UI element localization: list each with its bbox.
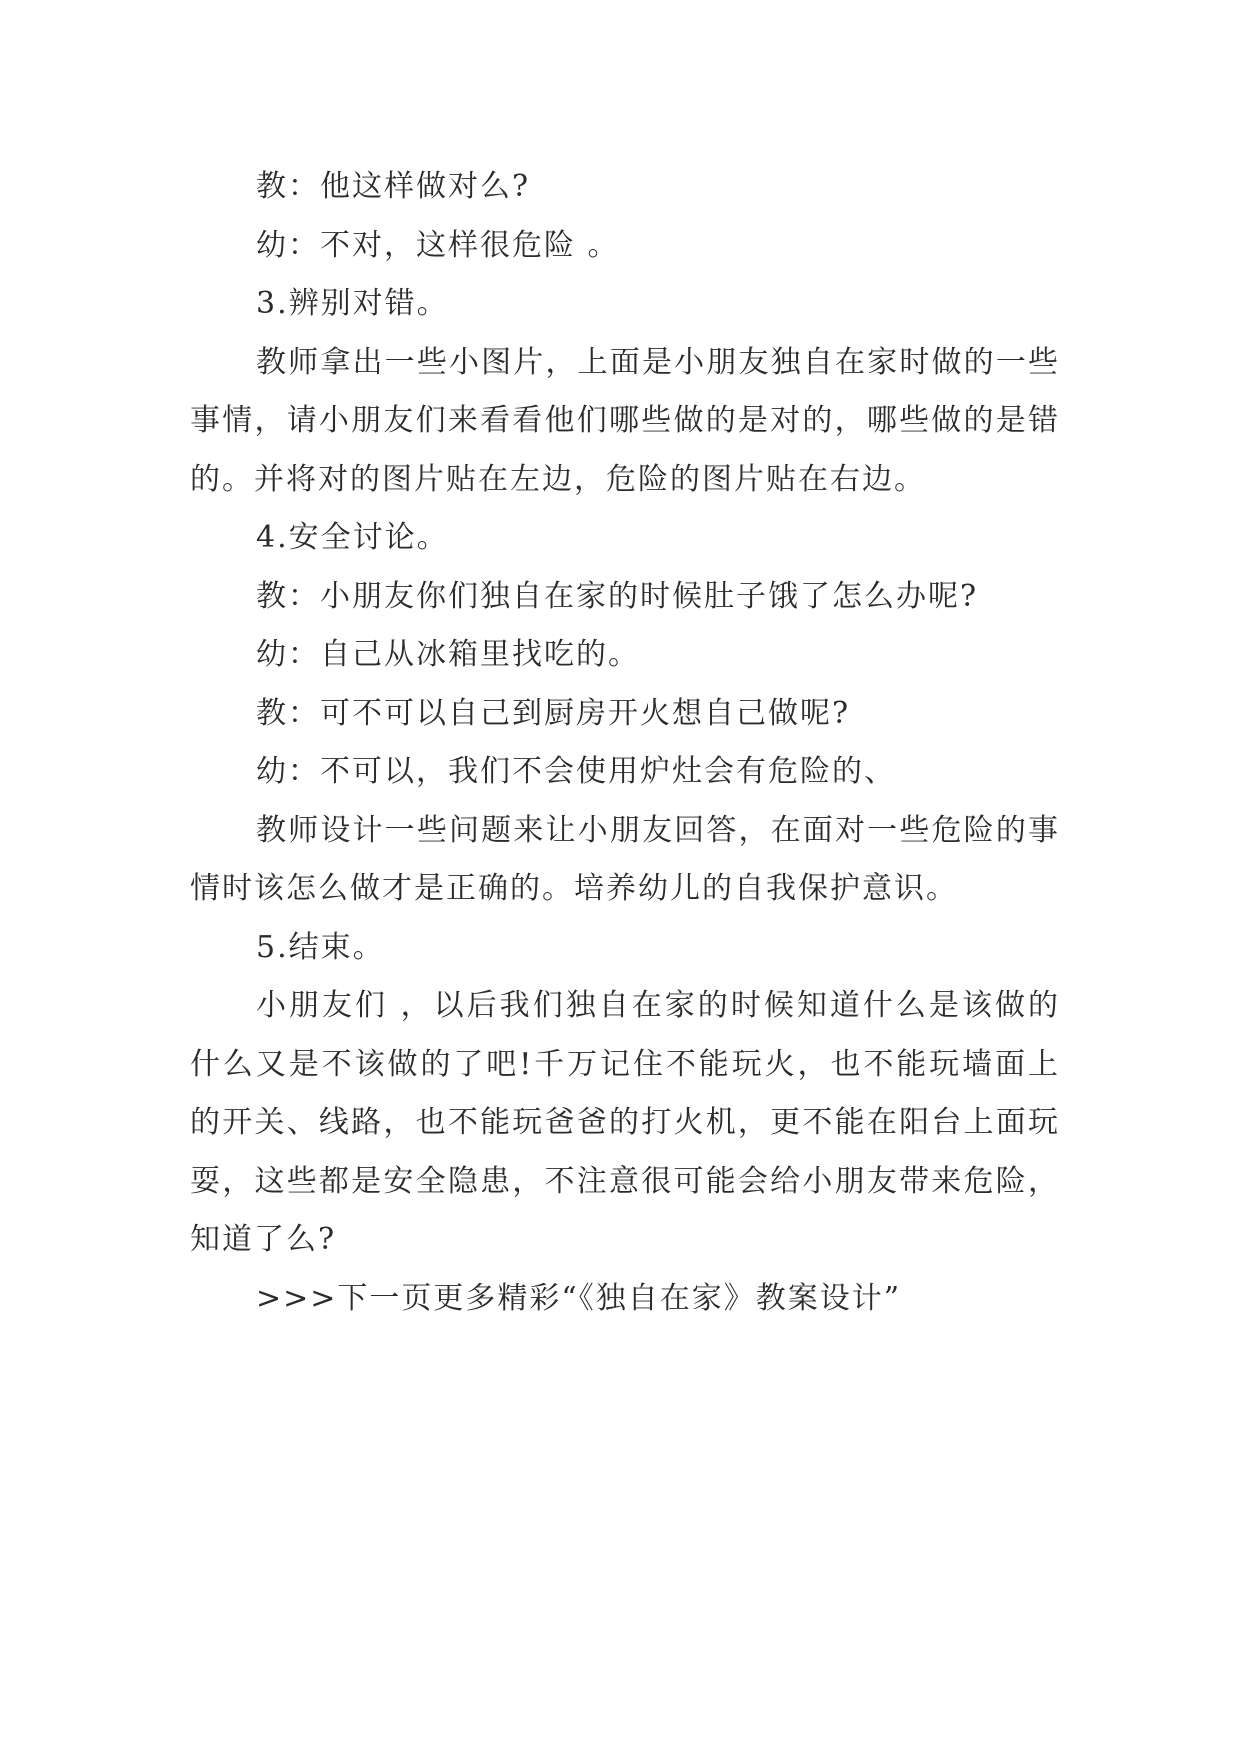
next-page-link[interactable]: >>>下一页更多精彩“《独自在家》教案设计” [256,1280,902,1316]
section-heading: 5.结束。 [256,929,385,965]
dialogue-line: 教：他这样做对么? [256,169,531,204]
section-heading: 4.安全讨论。 [256,520,449,555]
dialogue-line: 教：小朋友你们独自在家的时候肚子饿了怎么办呢? [256,578,979,614]
dialogue-line: 幼：不对，这样很危险 。 [256,227,620,263]
body-paragraph: 教师拿出一些小图片，上面是小朋友独自在家时做的一些事情，请小朋友们来看看他们哪些做的是对的，哪些做的是错的。并将对的图片贴在左边，危险的图片贴在右边。 [190,344,1060,497]
body-paragraph: 小朋友们 ，以后我们独自在家的时候知道什么是该做的什么又是不该做的了吧!千万记住不能玩火，也不能玩墙面上的开关、线路，也不能玩爸爸的打火机，更不能在阳台上面玩耍，这些都是安全隐患，不注意很可能会给小朋友带来危险，知道了么? [190,988,1060,1257]
dialogue-line: 幼：不可以，我们不会使用炉灶会有危险的、 [256,754,896,789]
document-body [190,158,1060,1328]
body-paragraph: 教师设计一些问题来让小朋友回答，在面对一些危险的事情时该怎么做才是正确的。培养幼儿的自我保护意识。 [190,812,1060,906]
dialogue-line: 教：可不可以自己到厨房开火想自己做呢? [256,695,851,731]
dialogue-line: 幼：自己从冰箱里找吃的。 [256,637,640,672]
section-heading: 3.辨别对错。 [256,286,449,321]
